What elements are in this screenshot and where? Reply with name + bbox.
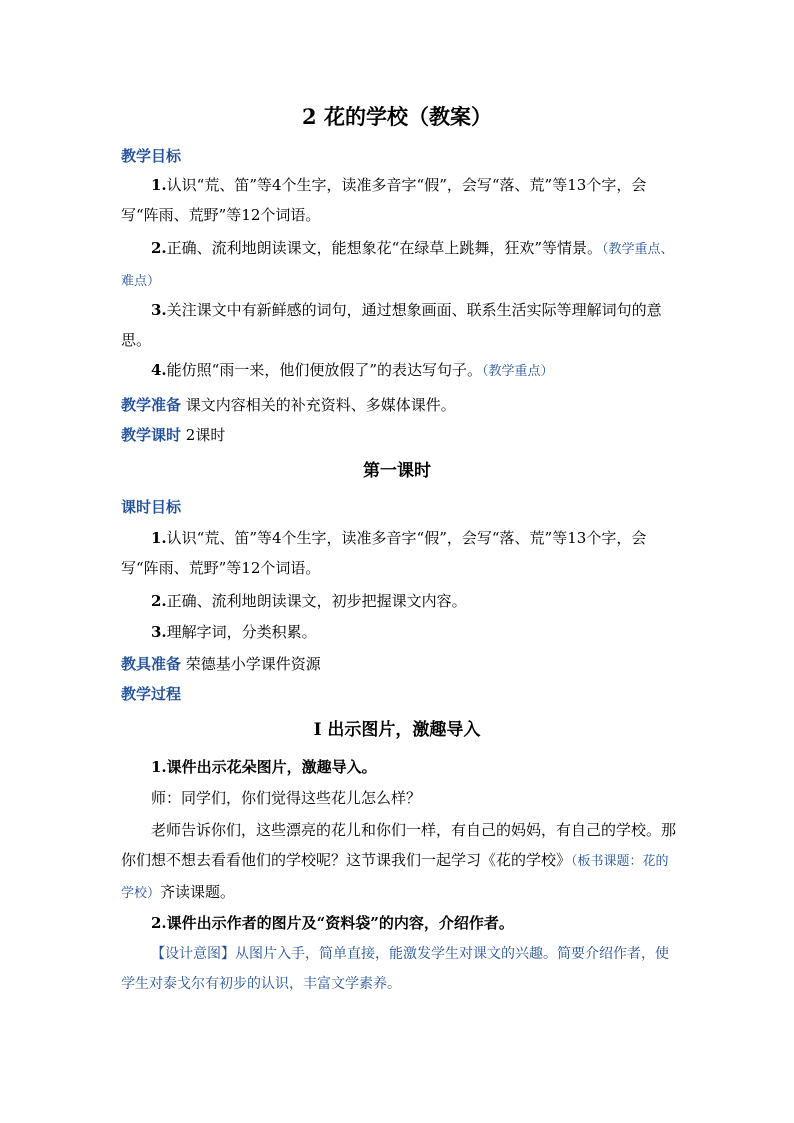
preparation-line [121, 394, 456, 416]
part1-paragraph-text: 老师告诉你们，这些漂亮的花儿和你们一样，有自己的妈妈，有自己的学校。那你们想不想去看看他们的学校呢？这节课我们一起学习《花的学校》 [121, 821, 677, 869]
part1-paragraph [121, 815, 681, 909]
part1-step2: 2.课件出示作者的图片及“资料袋”的内容，介绍作者。 [151, 914, 514, 932]
process-heading [121, 683, 181, 705]
tools-line [121, 653, 321, 675]
goal-item-2-note: （教学重点、难点） [121, 242, 674, 289]
periods-label: 教学课时 [121, 426, 182, 444]
lesson1-goal-1-text: 认识“荒、笛”等4个生字，读准多音字“假”，会写“落、荒”等13个字，会写“阵雨、荒野”等12个词语。 [121, 529, 647, 577]
goal-item-1-number: 1. [151, 176, 167, 194]
goal-item-4-number: 4. [151, 361, 167, 379]
goals-heading-label: 教学目标 [121, 147, 182, 165]
part1-paragraph-end: 齐读课题。 [160, 883, 236, 901]
goal-item-3-text: 关注课文中有新鲜感的词句，通过想象画面、联系生活实际等理解词句的意思。 [121, 301, 662, 349]
preparation-value: 课文内容相关的补充资料、多媒体课件。 [185, 396, 456, 414]
goal-item-3 [121, 295, 681, 355]
lesson1-goals-heading-label: 课时目标 [121, 498, 182, 516]
lesson1-heading: 第一课时 [363, 461, 431, 481]
lesson1-goal-2-number: 2. [151, 592, 167, 610]
periods-line [121, 424, 225, 446]
goal-item-2 [121, 233, 681, 297]
lesson1-goal-3 [121, 617, 681, 647]
goals-heading [121, 145, 181, 167]
lesson1-goals-heading [121, 496, 181, 518]
lesson1-goal-1 [121, 523, 681, 583]
lesson1-goal-3-text: 理解字词，分类积累。 [166, 623, 317, 641]
preparation-label: 教学准备 [121, 396, 182, 414]
periods-value: 2课时 [185, 426, 226, 444]
lesson1-goal-2 [121, 586, 681, 616]
goal-item-2-number: 2. [151, 239, 167, 257]
goal-item-1-text: 认识“荒、笛”等4个生字，读准多音字“假”，会写“落、荒”等13个字，会写“阵雨、荒野”等12个词语。 [121, 176, 647, 224]
goal-item-2-text: 正确、流利地朗读课文，能想象花“在绿草上跳舞，狂欢”等情景。 [166, 239, 603, 257]
goal-item-4-note: （教学重点） [482, 364, 554, 379]
tools-value: 荣德基小学课件资源 [185, 655, 321, 673]
part1-heading: Ⅰ 出示图片，激趣导入 [313, 720, 481, 740]
lesson1-goal-3-number: 3. [151, 623, 167, 641]
goal-item-1 [121, 170, 681, 230]
part1-step1: 1.课件出示花朵图片，激趣导入。 [151, 758, 377, 776]
goal-item-4 [121, 355, 681, 387]
goal-item-4-text: 能仿照“雨一来，他们便放假了”的表达写句子。 [166, 361, 483, 379]
page-title: 2 花的学校（教案） [302, 104, 492, 129]
lesson1-goal-1-number: 1. [151, 529, 167, 547]
tools-label: 教具准备 [121, 655, 182, 673]
design-intent-note: 【设计意图】从图片入手，简单直接，能激发学生对课文的兴趣。简要介绍作者，使学生对泰戈尔有初步的认识，丰富文学素养。 [121, 946, 669, 992]
part1-teacher-line: 师：同学们，你们觉得这些花儿怎么样？ [151, 789, 422, 807]
lesson1-goal-2-text: 正确、流利地朗读课文，初步把握课文内容。 [166, 592, 467, 610]
process-heading-label: 教学过程 [121, 685, 182, 703]
goal-item-3-number: 3. [151, 301, 167, 319]
part1-paragraph-note: （板书课题：花的学校） [121, 854, 669, 901]
